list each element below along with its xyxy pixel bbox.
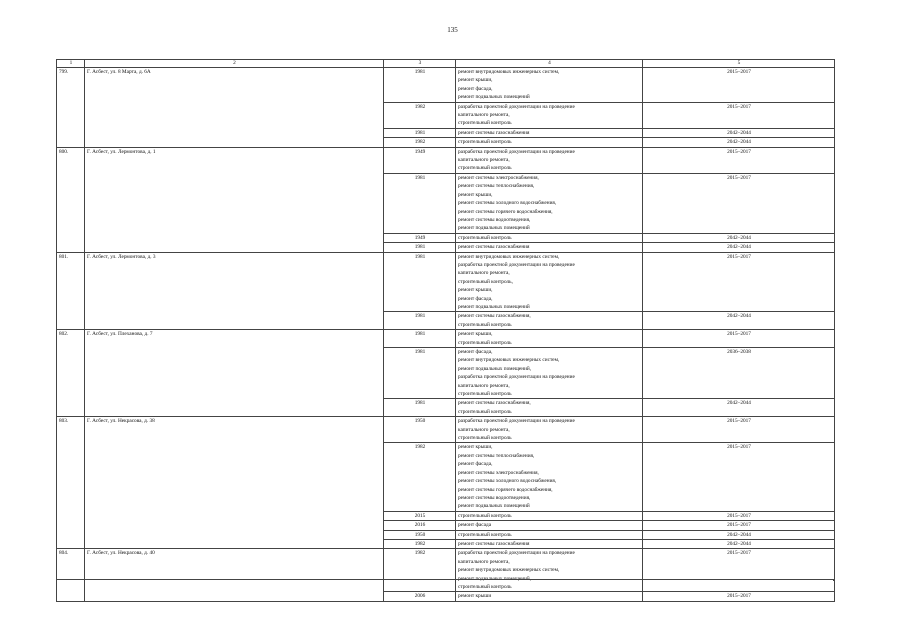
- repair-work-line: ремонт подвальных помещений,: [458, 575, 532, 582]
- repair-work-line: ремонт фасада,: [458, 461, 493, 468]
- repair-work-line: ремонт крыши,: [458, 444, 493, 451]
- header-col-3: 3: [384, 60, 456, 68]
- repair-works: [456, 530, 643, 539]
- commission-year: 1982: [384, 443, 456, 511]
- commission-year: 1981: [384, 312, 456, 330]
- planned-period: 2042–2044: [643, 233, 835, 242]
- repair-work-line: капитального ремонта,: [458, 426, 510, 433]
- entry-address: Г. Асбест, ул. Лермонтова, д. 1: [85, 147, 384, 252]
- repair-works: [456, 68, 643, 103]
- planned-period: 2042–2044: [643, 243, 835, 252]
- commission-year: 1981: [384, 252, 456, 312]
- repair-work-line: ремонт фасада,: [458, 349, 493, 355]
- header-col-5: 5: [643, 60, 835, 68]
- repair-work-line: строительный контроль: [458, 339, 512, 346]
- commission-year: 1982: [384, 138, 456, 147]
- table-body: [57, 68, 835, 602]
- repair-work-line: строительный контроль,: [458, 278, 513, 285]
- repair-work-line: разработка проектной документации на проведение: [458, 550, 575, 557]
- commission-year: 2015: [384, 511, 456, 520]
- repair-work-line: ремонт системы горячего водоснабжения,: [458, 486, 553, 493]
- commission-year: 2016: [384, 521, 456, 530]
- repair-works: [456, 443, 643, 511]
- repair-work-line: строительный контроль: [458, 165, 512, 172]
- planned-period: 2015–2017: [643, 521, 835, 530]
- repair-work-line: строительный контроль: [458, 120, 512, 127]
- repair-work-line: ремонт системы водоотведения,: [458, 216, 531, 223]
- repair-works: [456, 243, 643, 252]
- repair-work-line: разработка проектной документации на проведение: [458, 418, 575, 425]
- commission-year: 1981: [384, 330, 456, 348]
- commission-year: 1981: [384, 173, 456, 233]
- commission-year: 1982: [384, 102, 456, 128]
- capital-repair-table: [56, 59, 835, 602]
- repair-work-line: ремонт системы газоснабжения: [458, 129, 530, 136]
- header-col-2: 2: [85, 60, 384, 68]
- repair-works: [456, 592, 643, 601]
- table-continuation-rule: [56, 579, 834, 580]
- repair-work-line: ремонт системы газоснабжения,: [458, 313, 531, 320]
- header-col-4: 4: [456, 60, 643, 68]
- planned-period: 2015–2017: [643, 330, 835, 348]
- entry-address: Г. Асбест, ул. Некрасова, д. 38: [85, 417, 384, 549]
- commission-year: 1982: [384, 549, 456, 592]
- planned-period: 2015–2017: [643, 511, 835, 520]
- table-row: [57, 330, 835, 348]
- table-row: [57, 68, 835, 103]
- commission-year: 1949: [384, 233, 456, 242]
- entry-number: 801.: [57, 252, 85, 330]
- repair-works: [456, 348, 643, 399]
- entry-number: 802.: [57, 330, 85, 417]
- repair-work-line: ремонт системы электроснабжения,: [458, 174, 539, 181]
- repair-works: [456, 511, 643, 520]
- entry-number: 803.: [57, 417, 85, 549]
- repair-work-line: ремонт системы газоснабжения: [458, 540, 530, 547]
- commission-year: 1981: [384, 399, 456, 417]
- planned-period: 2015–2017: [643, 102, 835, 128]
- table-row: [57, 147, 835, 173]
- repair-work-line: ремонт подвальных помещений: [458, 94, 530, 101]
- repair-work-line: ремонт системы холодного водоснабжения,: [458, 478, 557, 485]
- repair-work-line: ремонт крыши,: [458, 287, 493, 294]
- repair-work-line: разработка проектной документации на проведение: [458, 103, 575, 110]
- repair-work-line: ремонт крыши,: [458, 331, 493, 338]
- planned-period: 2015–2017: [643, 252, 835, 312]
- entry-address: Г. Асбест, ул. Лермонтова, д. 3: [85, 252, 384, 330]
- repair-works: [456, 233, 643, 242]
- repair-work-line: капитального ремонта,: [458, 270, 510, 277]
- header-col-1: 1: [57, 60, 85, 68]
- repair-work-line: ремонт системы холодного водоснабжения,: [458, 200, 557, 207]
- repair-works: [456, 102, 643, 128]
- repair-work-line: капитального ремонта,: [458, 157, 510, 164]
- entry-number: 804.: [57, 549, 85, 601]
- commission-year: 1981: [384, 128, 456, 137]
- repair-work-line: капитального ремонта,: [458, 112, 510, 119]
- repair-work-line: ремонт фасада,: [458, 85, 493, 92]
- repair-work-line: ремонт системы водоотведения,: [458, 494, 531, 501]
- repair-work-line: строительный контроль: [458, 408, 512, 415]
- entry-number: 799.: [57, 68, 85, 148]
- repair-work-line: ремонт крыши: [458, 593, 492, 600]
- header-row: [57, 60, 835, 68]
- repair-work-line: ремонт подвальных помещений: [458, 225, 530, 232]
- commission-year: 1981: [384, 243, 456, 252]
- repair-work-line: разработка проектной документации на проведение: [458, 148, 575, 155]
- commission-year: 1949: [384, 147, 456, 173]
- repair-work-line: строительный контроль: [458, 531, 512, 538]
- repair-work-line: ремонт системы теплоснабжения,: [458, 183, 535, 190]
- repair-work-line: строительный контроль: [458, 234, 512, 241]
- commission-year: 1981: [384, 68, 456, 103]
- repair-works: [456, 549, 643, 592]
- commission-year: 2006: [384, 592, 456, 601]
- repair-work-line: разработка проектной документации на проведение: [458, 374, 575, 381]
- repair-work-line: строительный контроль: [458, 435, 512, 442]
- table-row: [57, 252, 835, 312]
- repair-works: [456, 173, 643, 233]
- repair-work-line: разработка проектной документации на проведение: [458, 261, 575, 268]
- repair-work-line: строительный контроль: [458, 321, 512, 328]
- repair-work-line: ремонт подвальных помещений: [458, 303, 530, 310]
- planned-period: 2015–2017: [643, 173, 835, 233]
- planned-period: 2042–2044: [643, 128, 835, 137]
- repair-works: [456, 417, 643, 443]
- table-header: [57, 60, 835, 68]
- repair-work-line: ремонт подвальных помещений: [458, 503, 530, 510]
- commission-year: 1982: [384, 539, 456, 548]
- repair-work-line: строительный контроль: [458, 583, 512, 590]
- repair-work-line: ремонт системы горячего водоснабжения,: [458, 208, 553, 215]
- page-number: 135: [447, 26, 458, 34]
- entry-address: Г. Асбест, ул. Некрасова, д. 40: [85, 549, 384, 601]
- repair-work-line: ремонт системы теплоснабжения,: [458, 452, 535, 459]
- repair-work-line: ремонт системы газоснабжения: [458, 244, 530, 251]
- repair-works: [456, 521, 643, 530]
- planned-period: 2042–2044: [643, 399, 835, 417]
- repair-work-line: ремонт системы газоснабжения,: [458, 400, 531, 407]
- commission-year: 1950: [384, 417, 456, 443]
- repair-works: [456, 147, 643, 173]
- repair-work-line: ремонт фасада: [458, 522, 492, 529]
- planned-period: 2036–2038: [643, 348, 835, 399]
- planned-period: 2015–2017: [643, 147, 835, 173]
- table-row: [57, 549, 835, 592]
- entry-address: Г. Асбест, ул. 8 Марта, д. 6А: [85, 68, 384, 148]
- repair-work-line: строительный контроль: [458, 139, 512, 146]
- repair-work-line: ремонт крыши,: [458, 191, 493, 198]
- repair-work-line: капитального ремонта,: [458, 382, 510, 389]
- planned-period: 2042–2044: [643, 530, 835, 539]
- repair-works: [456, 539, 643, 548]
- repair-work-line: ремонт внутридомовых инженерных систем,: [458, 357, 560, 364]
- repair-work-line: строительный контроль: [458, 512, 512, 519]
- repair-works: [456, 312, 643, 330]
- planned-period: 2015–2017: [643, 68, 835, 103]
- repair-work-line: ремонт подвальных помещений,: [458, 365, 532, 372]
- repair-works: [456, 330, 643, 348]
- planned-period: 2015–2017: [643, 417, 835, 443]
- commission-year: 1981: [384, 348, 456, 399]
- repair-works: [456, 128, 643, 137]
- repair-work-line: ремонт фасада,: [458, 295, 493, 302]
- repair-works: [456, 399, 643, 417]
- planned-period: 2015–2017: [643, 549, 835, 592]
- planned-period: 2015–2017: [643, 592, 835, 601]
- planned-period: 2042–2044: [643, 312, 835, 330]
- planned-period: 2042–2044: [643, 138, 835, 147]
- commission-year: 1950: [384, 530, 456, 539]
- repair-works: [456, 138, 643, 147]
- planned-period: 2015–2017: [643, 443, 835, 511]
- repair-work-line: ремонт внутридомовых инженерных систем,: [458, 69, 560, 75]
- repair-work-line: капитального ремонта,: [458, 558, 510, 565]
- planned-period: 2042–2044: [643, 539, 835, 548]
- table-row: [57, 417, 835, 443]
- entry-address: Г. Асбест, ул. Плеханова, д. 7: [85, 330, 384, 417]
- repair-work-line: ремонт крыши,: [458, 77, 493, 84]
- repair-works: [456, 252, 643, 312]
- repair-work-line: ремонт системы электроснабжения,: [458, 469, 539, 476]
- entry-number: 800.: [57, 147, 85, 252]
- repair-work-line: строительный контроль: [458, 391, 512, 398]
- repair-work-line: ремонт внутридомовых инженерных систем,: [458, 567, 560, 574]
- repair-work-line: ремонт внутридомовых инженерных систем,: [458, 253, 560, 260]
